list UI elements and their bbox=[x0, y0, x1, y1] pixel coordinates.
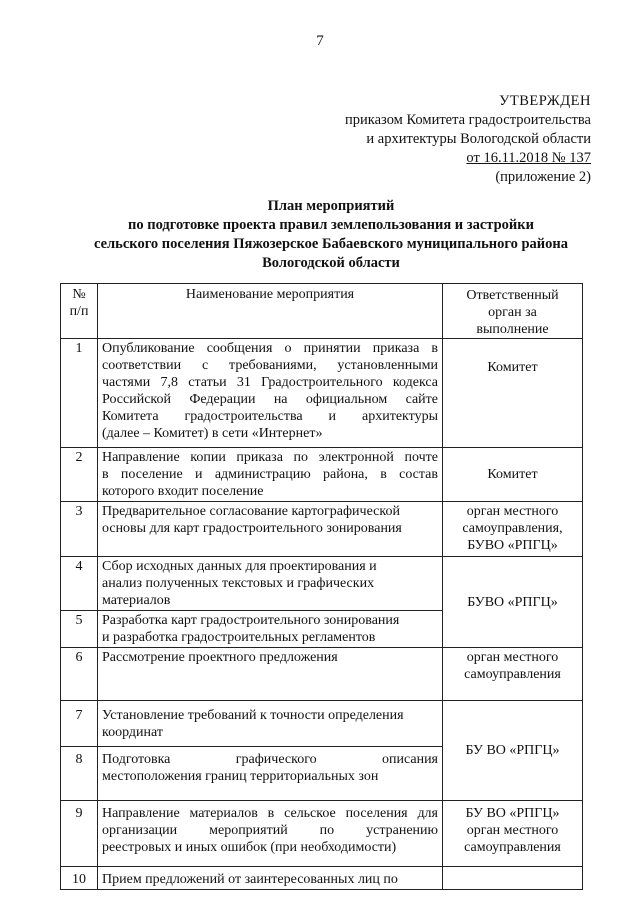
row-number: 5 bbox=[61, 611, 98, 648]
page-number: 7 bbox=[316, 33, 324, 49]
responsible-line: орган местного bbox=[466, 504, 559, 519]
header-activity-name: Наименование мероприятия bbox=[98, 284, 443, 339]
activity-line: Разработка карт градостроительного зонирования bbox=[102, 613, 400, 628]
row-responsible: Комитет bbox=[443, 448, 583, 502]
activity-line: Подготовка графического описания bbox=[102, 752, 438, 767]
activity-line: Направление копии приказа по электронной почте bbox=[102, 450, 438, 465]
responsible-line: БУВО «РПГЦ» bbox=[467, 538, 558, 553]
row-number: 4 bbox=[61, 557, 98, 611]
row-activity bbox=[98, 448, 443, 502]
row-activity bbox=[98, 611, 443, 648]
plan-table bbox=[60, 283, 583, 890]
responsible-line: самоуправления bbox=[464, 840, 561, 855]
activity-line: и разработка градостроительных регламентов bbox=[102, 630, 376, 645]
row-responsible bbox=[443, 801, 583, 867]
row-number: 9 bbox=[61, 801, 98, 867]
approval-line-1: приказом Комитета градостроительства bbox=[345, 112, 591, 128]
activity-line: основы для карт градостроительного зонирования bbox=[102, 521, 402, 536]
table-row bbox=[61, 557, 583, 611]
activity-line: местоположения границ территориальных зон bbox=[102, 769, 379, 784]
row-responsible bbox=[443, 867, 583, 890]
title-line-2: по подготовке проекта правил землепользования и застройки bbox=[128, 217, 534, 233]
table-row bbox=[61, 701, 583, 747]
approval-heading: УТВЕРЖДЕН bbox=[499, 93, 591, 109]
activity-line: Сбор исходных данных для проектирования и bbox=[102, 559, 377, 574]
activity-line: которого входит поселение bbox=[102, 484, 264, 499]
header-responsible-line-2: орган за bbox=[488, 305, 537, 320]
document-title bbox=[40, 197, 622, 273]
row-responsible-merged: БУВО «РПГЦ» bbox=[443, 557, 583, 648]
activity-line: Установление требований к точности определения bbox=[102, 708, 404, 723]
approval-order-date: от 16.11.2018 № 137 bbox=[466, 150, 591, 166]
row-responsible-merged: БУ ВО «РПГЦ» bbox=[443, 701, 583, 801]
row-number: 3 bbox=[61, 502, 98, 557]
approval-block bbox=[345, 92, 591, 187]
header-responsible-line-1: Ответственный bbox=[466, 288, 559, 303]
row-activity bbox=[98, 701, 443, 747]
responsible-line: БУ ВО «РПГЦ» bbox=[465, 806, 560, 821]
title-line-4: Вологодской области bbox=[262, 255, 400, 271]
row-number: 1 bbox=[61, 339, 98, 448]
row-activity bbox=[98, 502, 443, 557]
table-row bbox=[61, 502, 583, 557]
row-responsible bbox=[443, 502, 583, 557]
responsible-line: самоуправления bbox=[464, 667, 561, 682]
table-header-row bbox=[61, 284, 583, 339]
activity-line: соответствии с требованиями, установленными bbox=[102, 358, 438, 373]
activity-line: Комитета градостроительства и архитектуры bbox=[102, 409, 438, 424]
responsible-line: самоуправления, bbox=[462, 521, 563, 536]
row-number: 8 bbox=[61, 747, 98, 801]
row-number: 7 bbox=[61, 701, 98, 747]
row-activity bbox=[98, 339, 443, 448]
table-row bbox=[61, 648, 583, 701]
activity-line: материалов bbox=[102, 593, 171, 608]
activity-line: Российской Федерации на официальном сайте bbox=[102, 392, 438, 407]
row-number: 6 bbox=[61, 648, 98, 701]
header-number-sign: № bbox=[72, 287, 86, 302]
activity-line: в поселение и администрацию района, в состав bbox=[102, 467, 438, 482]
row-responsible: Комитет bbox=[443, 339, 583, 448]
header-responsible bbox=[443, 284, 583, 339]
activity-line: организации мероприятий по устранению bbox=[102, 823, 438, 838]
header-number-abbr: п/п bbox=[69, 304, 89, 319]
table-row bbox=[61, 867, 583, 890]
activity-line: Направление материалов в сельское поселения для bbox=[102, 806, 438, 821]
row-activity bbox=[98, 747, 443, 801]
title-line-1: План мероприятий bbox=[267, 198, 395, 214]
title-line-3: сельского поселения Пяжозерское Бабаевского муниципального района bbox=[94, 236, 568, 252]
activity-line: анализ полученных текстовых и графических bbox=[102, 576, 375, 591]
header-responsible-line-3: выполнение bbox=[476, 322, 549, 337]
table-row bbox=[61, 448, 583, 502]
header-number bbox=[61, 284, 98, 339]
activity-line: координат bbox=[102, 725, 163, 740]
approval-line-2: и архитектуры Вологодской области bbox=[366, 131, 591, 147]
row-number: 10 bbox=[61, 867, 98, 890]
row-responsible bbox=[443, 648, 583, 701]
table-row bbox=[61, 339, 583, 448]
table-row bbox=[61, 801, 583, 867]
row-activity: Прием предложений от заинтересованных лиц по bbox=[98, 867, 443, 890]
row-activity bbox=[98, 557, 443, 611]
row-number: 2 bbox=[61, 448, 98, 502]
row-activity bbox=[98, 801, 443, 867]
activity-line: частями 7,8 статьи 31 Градостроительного кодекса bbox=[102, 375, 438, 390]
approval-appendix: (приложение 2) bbox=[495, 169, 591, 185]
activity-line: Предварительное согласование картографической bbox=[102, 504, 400, 519]
activity-line: реестровых и иных ошибок (при необходимости) bbox=[102, 840, 397, 855]
activity-line: (далее – Комитет) в сети «Интернет» bbox=[102, 426, 323, 441]
responsible-line: орган местного bbox=[466, 650, 559, 665]
activity-line: Опубликование сообщения о принятии приказа в bbox=[102, 341, 438, 356]
row-activity: Рассмотрение проектного предложения bbox=[98, 648, 443, 701]
responsible-line: орган местного bbox=[466, 823, 559, 838]
